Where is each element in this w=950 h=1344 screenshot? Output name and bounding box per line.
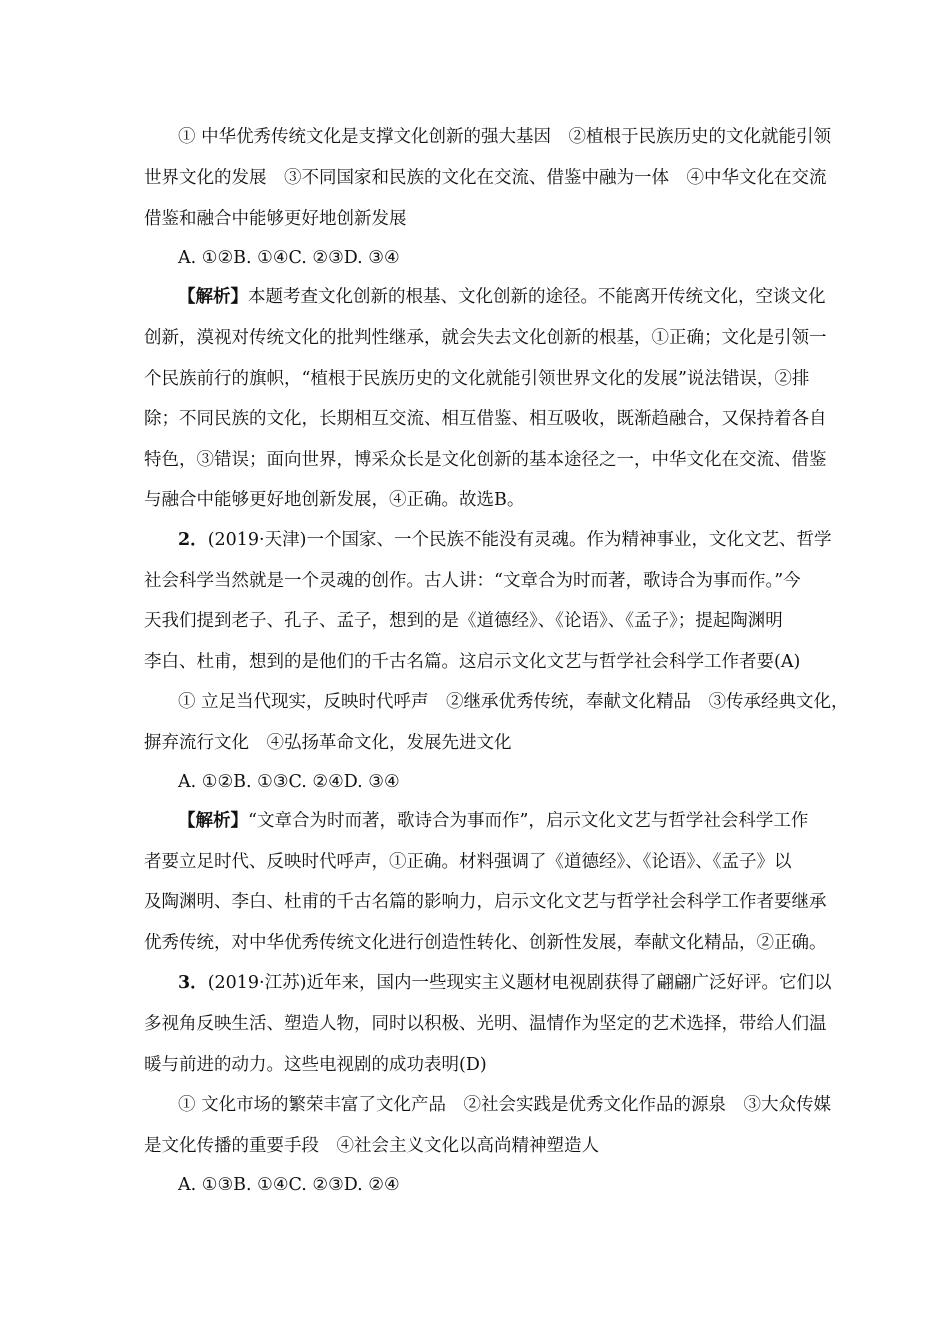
q3-number: 3．: [178, 973, 208, 993]
q2-stem-text: (2019·天津)一个国家、一个民族不能没有灵魂。作为精神事业，文化文艺、哲学: [207, 530, 832, 550]
q2-statement-line-1: ① 立足当代现实，反映时代呼声 ②继承优秀传统，奉献文化精品 ③传承经典文化，: [178, 692, 849, 712]
q2-options: A. ①②B. ①③C. ②④D. ③④: [178, 772, 400, 792]
q3-statement-line-2: 是文化传播的重要手段 ④社会主义文化以高尚精神塑造人: [144, 1136, 599, 1156]
q1-statement-line-1: ① 中华优秀传统文化是支撑文化创新的强大基因 ②植根于民族历史的文化就能引领: [178, 127, 832, 147]
q2-stem-line-1: [178, 525, 832, 555]
q1-analysis-line-2: 创新，漠视对传统文化的批判性继承，就会失去文化创新的根基，①正确；文化是引领一: [144, 328, 827, 348]
q2-analysis-line-3: 及陶渊明、李白、杜甫的千古名篇的影响力，启示文化文艺与哲学社会科学工作者要继承: [144, 892, 827, 912]
q2-stem-line-4: 李白、杜甫，想到的是他们的千古名篇。这启示文化文艺与哲学社会科学工作者要(A): [144, 652, 801, 672]
q3-options: A. ①③B. ①④C. ②③D. ②④: [178, 1175, 400, 1195]
q2-stem-line-2: 社会科学当然就是一个灵魂的创作。古人讲：“文章合为时而著，歌诗合为事而作。”今: [144, 571, 801, 591]
q3-stem-line-2: 多视角反映生活、塑造人物，同时以积极、光明、温情作为坚定的艺术选择，带给人们温: [144, 1014, 827, 1034]
q3-statement-line-1: ① 文化市场的繁荣丰富了文化产品 ②社会实践是优秀文化作品的源泉 ③大众传媒: [178, 1095, 832, 1115]
q1-statement-line-3: 借鉴和融合中能够更好地创新发展: [144, 209, 407, 229]
q1-analysis-tag: 【解析】: [178, 287, 248, 307]
q3-stem-line-3: 暖与前进的动力。这些电视剧的成功表明(D): [144, 1055, 487, 1075]
q1-options: A. ①②B. ①④C. ②③D. ③④: [178, 248, 400, 268]
q1-analysis-line-6: 与融合中能够更好地创新发展，④正确。故选B。: [144, 490, 525, 510]
q2-analysis-line-2: 者要立足时代、反映时代呼声，①正确。材料强调了《道德经》、《论语》、《孟子》以: [144, 852, 792, 872]
q1-analysis-line-5: 特色，③错误；面向世界，博采众长是文化创新的基本途径之一，中华文化在交流、借鉴: [144, 450, 827, 470]
q2-statement-line-2: 摒弃流行文化 ④弘扬革命文化，发展先进文化: [144, 733, 512, 753]
q3-stem-text: (2019·江苏)近年来，国内一些现实主义题材电视剧获得了翩翩广泛好评。它们以: [207, 973, 832, 993]
q1-analysis-line-4: 除；不同民族的文化，长期相互交流、相互借鉴、相互吸收，既渐趋融合，又保持着各自: [144, 409, 827, 429]
q1-analysis-text: 本题考查文化创新的根基、文化创新的途径。不能离开传统文化，空谈文化: [248, 287, 826, 307]
q1-analysis-line-1: [178, 282, 826, 312]
q3-stem-line-1: [178, 968, 832, 998]
q2-analysis-text: “文章合为时而著，歌诗合为事而作”，启示文化文艺与哲学社会科学工作: [248, 811, 809, 831]
q2-analysis-tag: 【解析】: [178, 811, 248, 831]
q2-analysis-line-1: [178, 806, 818, 836]
q2-stem-line-3: 天我们提到老子、孔子、孟子，想到的是《道德经》、《论语》、《孟子》；提起陶渊明: [144, 611, 783, 631]
q1-analysis-line-3: 个民族前行的旗帜，“植根于民族历史的文化就能引领世界文化的发展”说法错误，②排: [144, 369, 810, 389]
q1-statement-line-2: 世界文化的发展 ③不同国家和民族的文化在交流、借鉴中融为一体 ④中华文化在交流: [144, 168, 827, 188]
q2-number: 2．: [178, 530, 208, 550]
q2-analysis-line-4: 优秀传统，对中华优秀传统文化进行创造性转化、创新性发展，奉献文化精品，②正确。: [144, 933, 827, 953]
